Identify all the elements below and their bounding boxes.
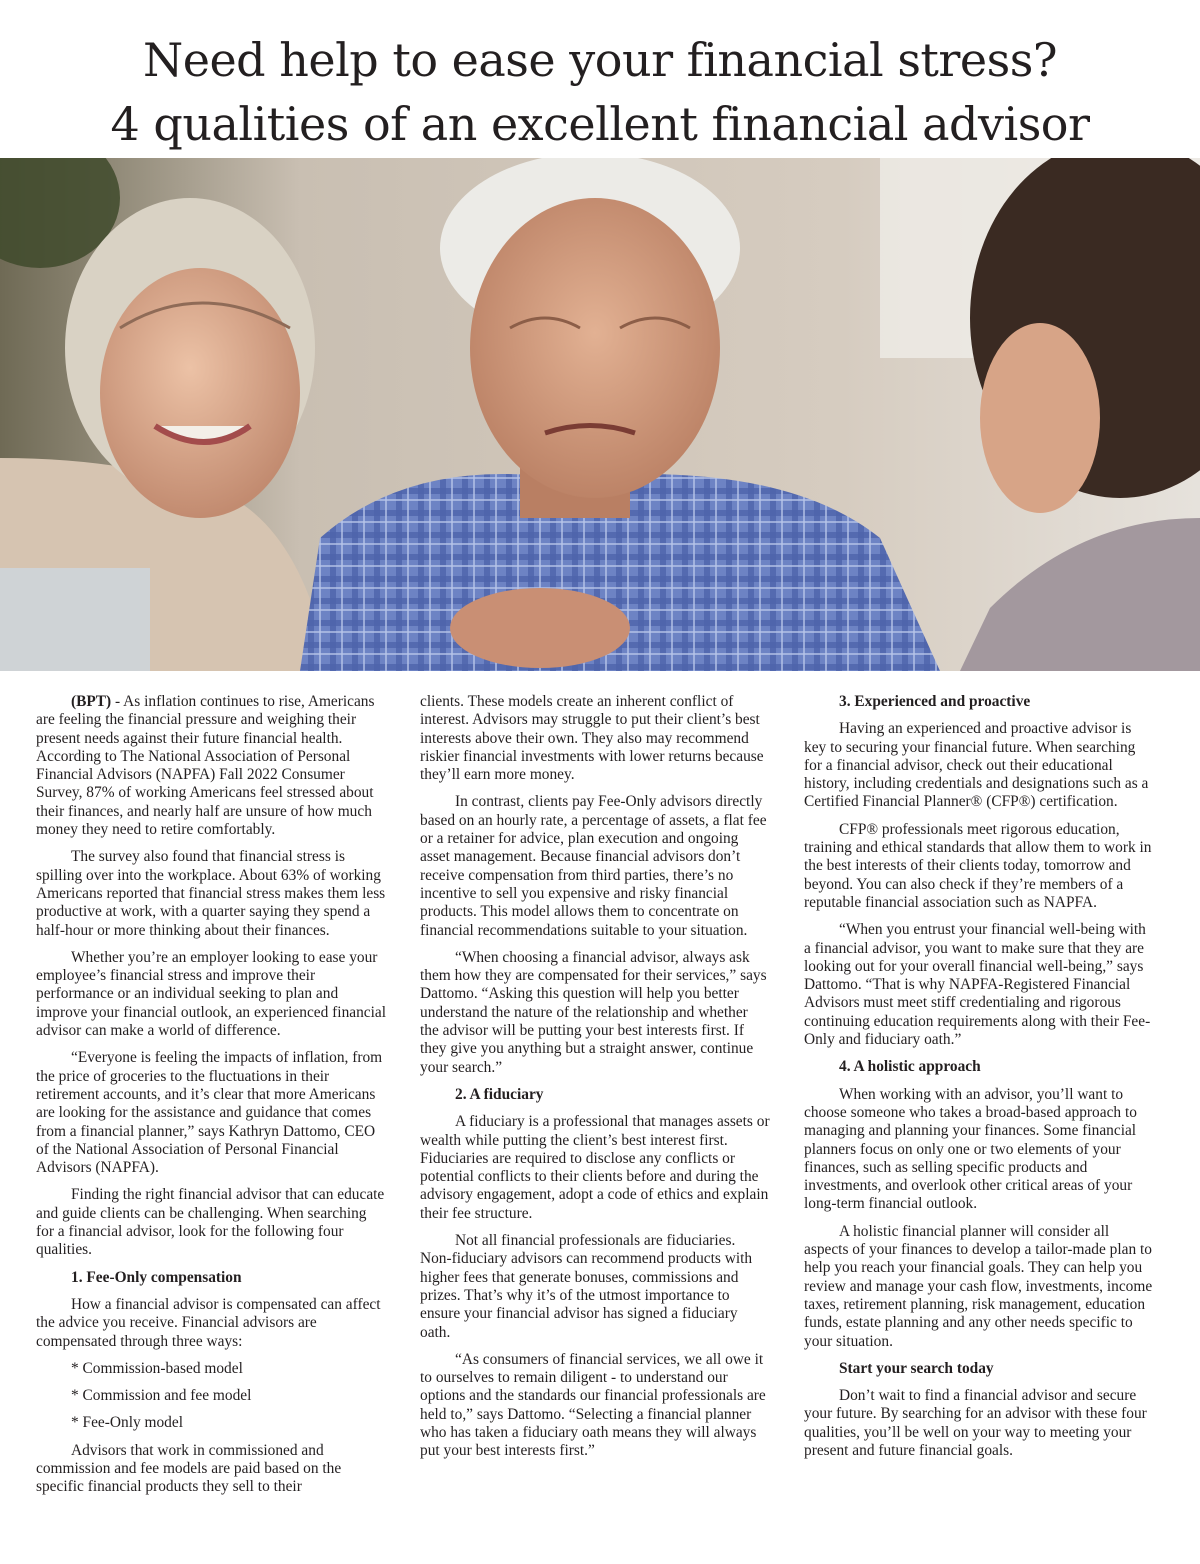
compensation-list — [36, 1360, 386, 1433]
article-photo — [0, 158, 1200, 671]
paragraph: Whether you’re an employer looking to ease your employee’s financial stress and improve their performance or an individual seeking to plan and improve your financial outlook, an experienced financial advisor can make a world of difference. — [36, 948, 387, 1040]
paragraph-split-text: Advisors that work in commissioned and commission and fee models are paid based on the specific financial products they sell to their — [36, 1441, 342, 1496]
paragraph: “Everyone is feeling the impacts of inflation, from the price of groceries to the fluctuations in their retirement accounts, and it’s clear that more Americans are looking for the assistance and guidance that comes from a financial planner,” says Kathryn Dattomo, CEO of the National Association of Personal Financial Advisors (NAPFA). — [36, 1049, 383, 1177]
paragraph: Having an experienced and proactive advisor is key to securing your financial future. When searching for a financial advisor, check out their educational history, including credentials and designations such as a Certified Financial Planner® (CFP®) certification. — [804, 720, 1149, 811]
byline-tag: (BPT) — [71, 693, 112, 710]
paragraph: Don’t wait to find a financial advisor and secure your future. By searching for an advisor with these four qualities, you’ll be well on your way to meeting your present and future financial goals. — [804, 1387, 1147, 1459]
intro-paragraph — [36, 693, 386, 839]
list-item: * Commission-based model — [71, 1359, 243, 1377]
article-body — [36, 693, 1164, 1553]
paragraph: A fiduciary is a professional that manages assets or wealth while putting the client’s best interest first. Fiduciaries are required to disclose any conflicts or potential conflicts to their clients before and during the advisory engagement, adopt a code of ethics and explain their fee structure. — [420, 1113, 770, 1222]
section-heading-fiduciary: 2. A fiduciary — [455, 1085, 544, 1103]
paragraph: Not all financial professionals are fiduciaries. Non-fiduciary advisors can recommend products with higher fees that generate bonuses, commissions and prizes. That’s why it’s of the utmost importance to ensure your financial advisor has signed a fiduciary oath. — [420, 1232, 753, 1341]
headline — [0, 28, 1200, 156]
section-heading-start-search: Start your search today — [839, 1359, 994, 1377]
paragraph-part-2 — [420, 693, 770, 784]
list-item: * Fee-Only model — [71, 1414, 183, 1432]
paragraph: When working with an advisor, you’ll want to choose someone who takes a broad-based approach to managing and planning your finances. Some financial planners focus on only one or two elements of your finances, such as selling specific products and investments, and overlook other critical areas of your long-term financial outlook. — [804, 1085, 1137, 1213]
section-heading-experienced: 3. Experienced and proactive — [839, 693, 1031, 710]
column-1 — [36, 693, 386, 1506]
paragraph: “When choosing a financial advisor, always ask them how they are compensated for their services,” says Dattomo. “Asking this question will help you better understand the nature of the relationship and whether the advisor will be putting your best interests first. If they give you anything but a straight answer, continue your search.” — [420, 948, 767, 1076]
paragraph: “When you entrust your financial well-being with a financial advisor, you want to make sure that they are looking out for your overall financial well-being,” says Dattomo. “That is why NAPFA-Registered Financial Advisors must meet stiff credentialing and rigorous continuing education requirements along with their Fee-Only and fiduciary oath.” — [804, 921, 1151, 1049]
headline-line-2: 4 qualities of an excellent financial advisor — [110, 97, 1090, 151]
paragraph: How a financial advisor is compensated can affect the advice you receive. Financial advisors are compensated through three ways: — [36, 1295, 381, 1350]
section-heading-holistic: 4. A holistic approach — [839, 1058, 981, 1076]
headline-line-1: Need help to ease your financial stress? — [142, 33, 1058, 87]
paragraph: The survey also found that financial stress is spilling over into the workplace. About 63% of working Americans reported that financial stress makes them less productive at work, with a quarter saying they spend a half-hour or more thinking about their finances. — [36, 848, 386, 939]
paragraph-split-text: clients. These models create an inherent conflict of interest. Advisors may struggle to put their client’s best interests above their own. They also may recommend riskier financial investments with lower returns because they’ll earn more money. — [420, 693, 764, 784]
photo-illustration — [0, 158, 1200, 671]
paragraph: CFP® professionals meet rigorous education, training and ethical standards that allow them to work in the best interests of their clients today, tomorrow and beyond. You can also check if they’re members of a reputable financial association such as NAPFA. — [804, 820, 1152, 911]
intro-text: - As inflation continues to rise, Americans are feeling the financial pressure and weighing their present needs against their future financial health. According to The National Association of Personal Financial Advisors (NAPFA) Fall 2022 Consumer Survey, 87% of working Americans feel stressed about their finances, and nearly half are unsure of how much money they need to retire comfortably. — [36, 693, 375, 839]
paragraph-part-1 — [36, 1442, 386, 1497]
paragraph: In contrast, clients pay Fee-Only advisors directly based on an hourly rate, a percentage of assets, a flat fee or a retainer for advice, plan execution and ongoing asset management. Because financial advisors don’t receive compensation from third parties, there’s no incentive to sell you expensive and risky financial products. This model allows them to concentrate on financial recommendations suitable to your situation. — [420, 793, 767, 939]
paragraph: Finding the right financial advisor that can educate and guide clients can be challenging. When searching for a financial advisor, look for the following four qualities. — [36, 1186, 385, 1259]
column-2 — [420, 693, 770, 1470]
paragraph: “As consumers of financial services, we all owe it to ourselves to remain diligent - to understand our options and the standards our financial professionals are held to,” says Dattomo. “Selecting a financial planner who has taken a fiduciary oath means they will always put your best interests first.” — [420, 1350, 766, 1460]
column-3 — [804, 693, 1154, 1469]
section-heading-fee-only: 1. Fee-Only compensation — [71, 1268, 242, 1286]
list-item: * Commission and fee model — [71, 1387, 252, 1405]
paragraph: A holistic financial planner will consider all aspects of your finances to develop a tailor-made plan to help you reach your financial goals. They can help you review and manage your cash flow, investments, income taxes, retirement planning, risk management, education funds, estate planning and any other needs specific to your situation. — [804, 1222, 1153, 1350]
